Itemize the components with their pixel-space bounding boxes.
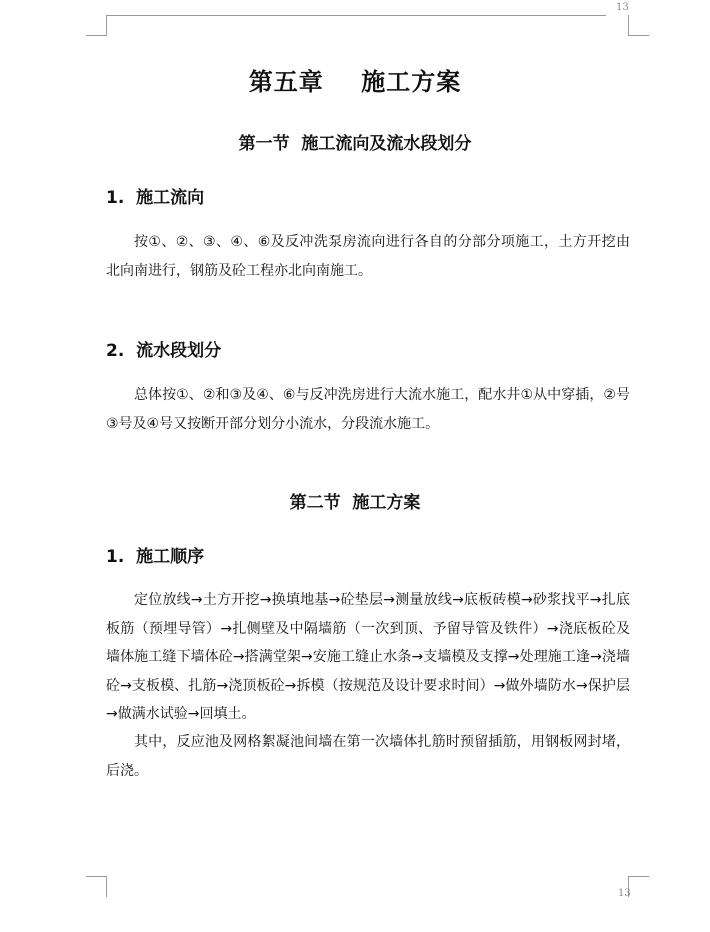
section-title-1: 第一节 施工流向及流水段划分 <box>238 134 472 154</box>
subheading-construction-order: 1. 施工顺序 <box>106 547 205 567</box>
crop-mark-bottom-right <box>628 876 649 897</box>
header-rule <box>106 15 606 16</box>
chapter-title: 第五章 施工方案 <box>248 68 462 96</box>
paragraph-construction-order: 定位放线→土方开挖→换填地基→砼垫层→测量放线→底板砖模→砂浆找平→扎底板筋（预埋导管）→扎侧壁及中隔墙筋（一次到顶、予留导管及铁件）→浇底板砼及墙体施工缝下墙体砼→搭满堂架→安施工缝止水条→支墙模及支撑→处理施工逢→浇墙砼→支板模、扎筋→浇顶板砼→拆模（按规范及设计要求时间）→做外墙防水→保护层→做满水试验→回填土。 <box>106 592 630 722</box>
page-number-top: 13 <box>616 2 629 13</box>
paragraph-flow-division: 总体按①、②和③及④、⑥与反冲洗房进行大流水施工，配水井①从中穿插，②号③号及④号又按断开部分划分小流水，分段流水施工。 <box>106 387 630 432</box>
section-title-2: 第二节 施工方案 <box>289 493 421 513</box>
crop-mark-bottom-left <box>86 876 107 897</box>
page-number-bottom: 13 <box>618 888 631 899</box>
subheading-construction-direction: 1. 施工流向 <box>106 188 205 208</box>
crop-mark-top-right <box>628 15 649 36</box>
paragraph-construction-note: 其中，反应池及网格絮凝池间墙在第一次墙体扎筋时预留插筋，用钢板网封堵，后浇。 <box>106 734 630 779</box>
paragraph-construction-direction: 按①、②、③、④、⑥及反冲洗泵房流向进行各自的分部分项施工，土方开挖由北向南进行，钢筋及砼工程亦北向南施工。 <box>106 234 630 279</box>
crop-mark-top-left <box>86 15 107 36</box>
subheading-flow-division: 2. 流水段划分 <box>106 341 222 361</box>
